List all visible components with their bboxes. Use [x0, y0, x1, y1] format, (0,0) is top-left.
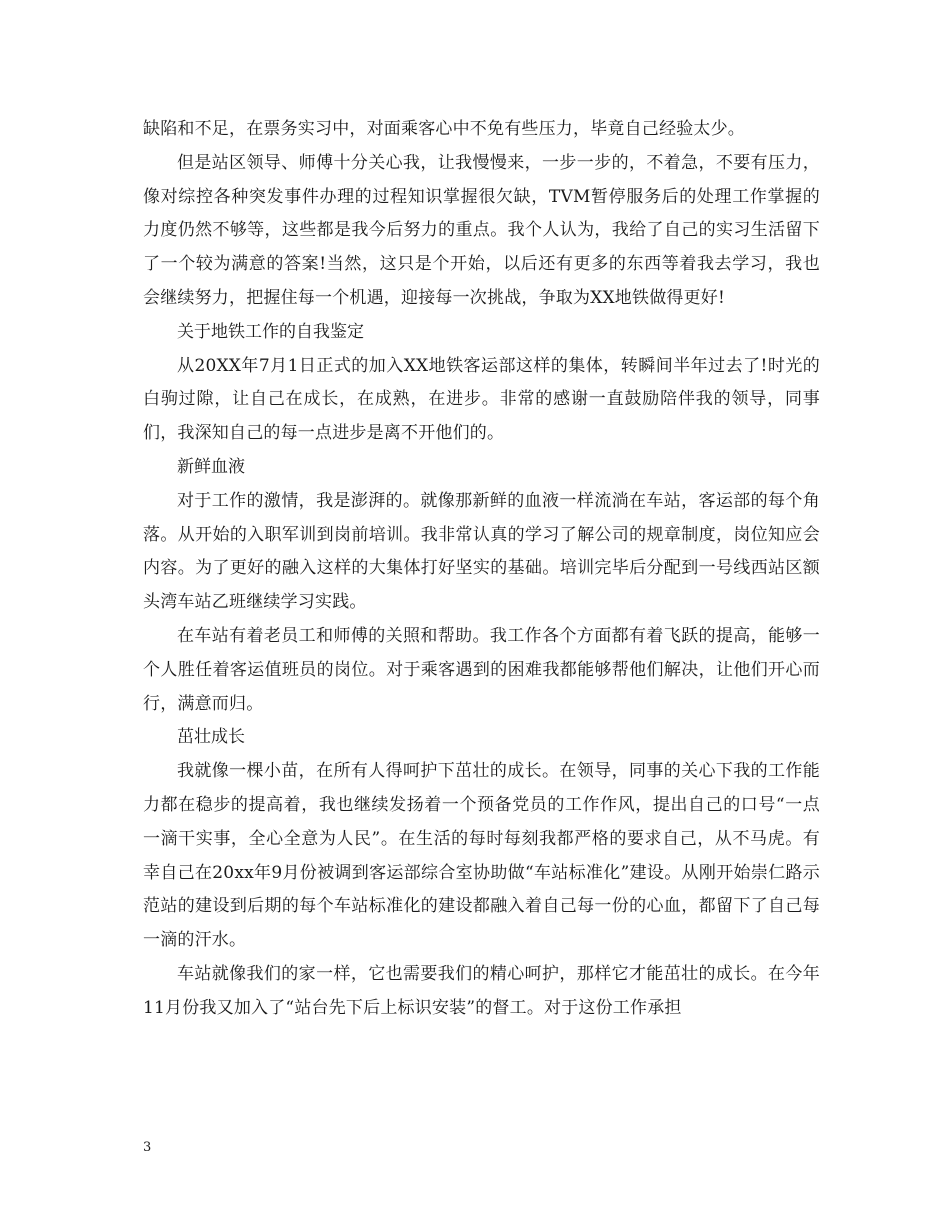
- paragraph-6: 我就像一棵小苗，在所有人得呵护下茁壮的成长。在领导，同事的关心下我的工作能力都在稳步的提高着，我也继续发扬着一个预备党员的工作作风，提出自己的口号“一点一滴干实事，全心全意为人民”。在生活的每时每刻我都严格的要求自己，从不马虎。有幸自己在20xx年9月份被调到客运部综合室协助做“车站标准化”建设。从刚开始崇仁路示范站的建设到后期的每个车站标准化的建设都融入着自己每一份的心血，都留下了自己每一滴的汗水。: [143, 761, 820, 951]
- paragraph-4: 对于工作的激情，我是澎湃的。就像那新鲜的血液一样流淌在车站，客运部的每个角落。从开始的入职军训到岗前培训。我非常认真的学习了解公司的规章制度，岗位知应会内容。为了更好的融入这样的大集体打好坚实的基础。培训完毕后分配到一号线西站区额头湾车站乙班继续学习实践。: [143, 490, 820, 613]
- paragraph-1: 缺陷和不足，在票务实习中，对面乘客心中不免有些压力，毕竟自己经验太少。: [143, 119, 745, 139]
- section-heading-self-assessment: 关于地铁工作的自我鉴定: [177, 321, 364, 342]
- page-number: 3: [143, 1140, 152, 1155]
- section-heading-growing: 茁壮成长: [177, 727, 245, 748]
- paragraph-3: 从20XX年7月1日正式的加入XX地铁客运部这样的集体，转瞬间半年过去了!时光的白驹过隙，让自己在成长，在成熟，在进步。非常的感谢一直鼓励陪伴我的领导，同事们，我深知自己的每一点进步是离不开他们的。: [143, 355, 820, 444]
- document-body: [143, 113, 820, 1026]
- section-heading-fresh-blood: 新鲜血液: [177, 456, 245, 477]
- paragraph-5: 在车站有着老员工和师傅的关照和帮助。我工作各个方面都有着飞跃的提高，能够一个人胜任着客运值班员的岗位。对于乘客遇到的困难我都能够帮他们解决，让他们开心而行，满意而归。: [143, 625, 820, 714]
- paragraph-7: 车站就像我们的家一样，它也需要我们的精心呵护，那样它才能茁壮的成长。在今年11月份我又加入了“站台先下后上标识安装”的督工。对于这份工作承担: [143, 963, 820, 1018]
- paragraph-2: 但是站区领导、师傅十分关心我，让我慢慢来，一步一步的，不着急，不要有压力，像对综控各种突发事件办理的过程知识掌握很欠缺，TVM暂停服务后的处理工作掌握的力度仍然不够等，这些都是我今后努力的重点。我个人认为，我给了自己的实习生活留下了一个较为满意的答案!当然，这只是个开始，以后还有更多的东西等着我去学习，我也会继续努力，把握住每一个机遇，迎接每一次挑战，争取为XX地铁做得更好!: [143, 152, 820, 308]
